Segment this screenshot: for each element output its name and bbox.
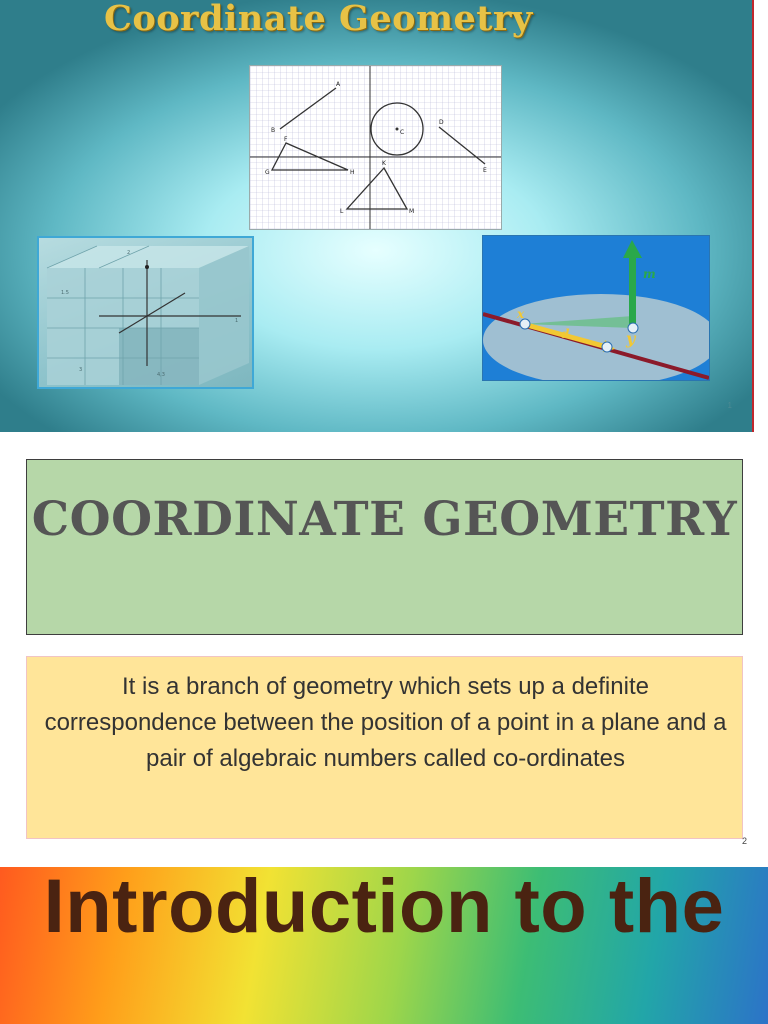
- label-c: C: [400, 129, 405, 136]
- slide-2-title-box: [26, 459, 743, 635]
- slide-3: [0, 867, 768, 1024]
- cube-svg: [39, 238, 252, 387]
- distance-line-figure: [482, 235, 710, 381]
- cube-label-1: 2: [127, 250, 131, 256]
- label-l: L: [340, 208, 344, 215]
- cube-label-2: 1.5: [61, 290, 69, 296]
- slide-1-title: Coordinate Geometry: [104, 0, 533, 39]
- line-label-m: m: [643, 267, 656, 281]
- cube-label-5: 4,3: [157, 372, 165, 378]
- label-f: F: [284, 136, 288, 143]
- label-h: H: [350, 169, 355, 176]
- label-g: G: [265, 169, 270, 176]
- slide-1: [0, 0, 752, 432]
- slide-2-page-number: 2: [742, 836, 748, 846]
- label-e: E: [483, 167, 487, 174]
- line-figure-svg: [483, 236, 709, 380]
- label-d: D: [439, 119, 444, 126]
- coordinate-grid-figure: [249, 65, 502, 230]
- label-k: K: [382, 160, 386, 167]
- slide-1-page-number: 1: [727, 401, 732, 410]
- line-label-d: d: [561, 327, 570, 341]
- label-b: B: [271, 127, 276, 134]
- slide-2-title: COORDINATE GEOMETRY: [31, 492, 738, 547]
- slide-2-definition-text: It is a branch of geometry which sets up a definite correspondence between the position of a point in a plane and a pair of algebraic numbers called co-ordinates: [44, 673, 727, 772]
- slide-3-title: Introduction to the: [43, 867, 725, 949]
- slide-2: [0, 432, 768, 855]
- 3d-coordinate-cube-figure: [37, 236, 254, 389]
- line-label-y: y: [626, 329, 636, 348]
- slide-1-edge: [752, 0, 754, 432]
- label-a: A: [336, 81, 341, 88]
- label-m: M: [409, 208, 415, 215]
- cube-label-4: 3: [79, 367, 83, 373]
- coordinate-grid-svg: [250, 66, 501, 229]
- cube-label-3: 1: [235, 318, 239, 324]
- slide-2-definition-box: [26, 656, 743, 839]
- line-label-x: x: [517, 307, 525, 321]
